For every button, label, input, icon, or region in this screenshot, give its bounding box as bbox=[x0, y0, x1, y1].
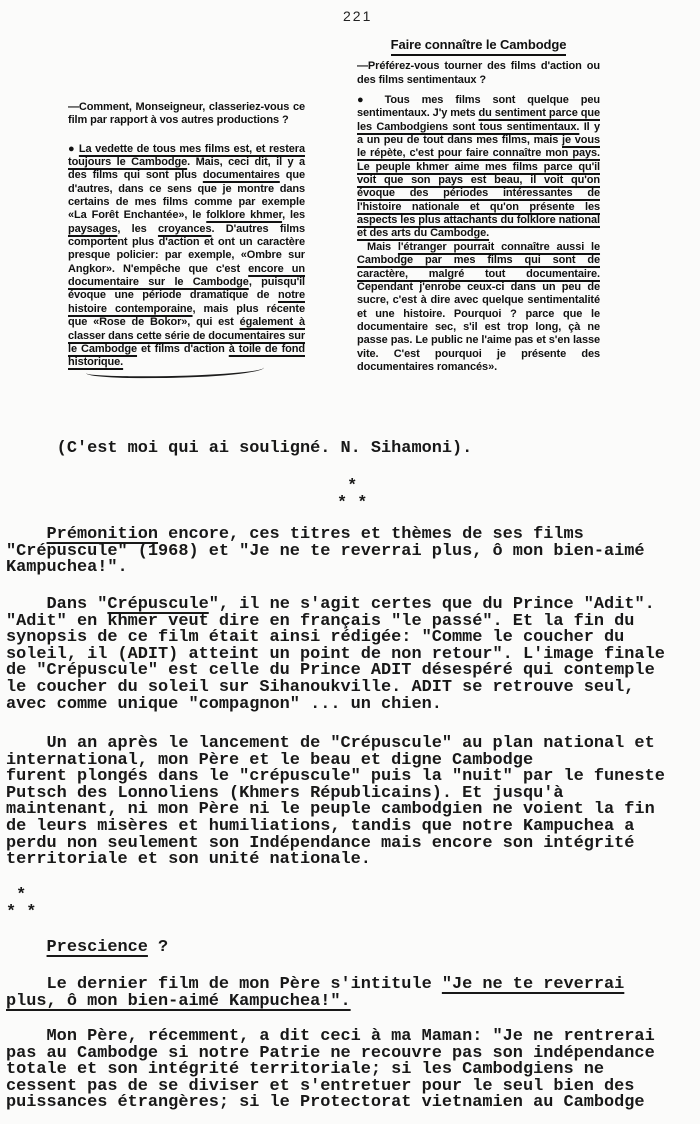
text-line: de "Crépuscule" est celle du Prince ADIT désespéré qui contemple bbox=[6, 661, 655, 681]
underlined-text: La vedette de tous mes films est, et restera toujours le Cambodge bbox=[68, 142, 305, 169]
text-line: puissances étrangères; si le Protectorat vietnamien au Cambodge bbox=[6, 1093, 645, 1113]
underlined-text: plus, ô mon bien-aimé Kampuchea!". bbox=[6, 991, 351, 1011]
text-line bbox=[6, 991, 624, 1011]
text-run: , les bbox=[282, 209, 306, 222]
text-line: "Adit" en khmer veut dire en français "le passé". Et la fin du bbox=[6, 611, 635, 631]
clipping-left-column bbox=[68, 101, 305, 378]
text-run: ? bbox=[147, 938, 169, 957]
text-line: * * bbox=[6, 902, 37, 922]
text-run: encore, ces titres et thèmes de ses films bbox=[158, 525, 584, 544]
underlined-text: croyances bbox=[157, 222, 212, 235]
page-number: 221 bbox=[343, 8, 373, 24]
text-line: avec comme unique "compagnon" ... un chien. bbox=[6, 694, 442, 714]
text-line: Putsch des Lonnoliens (Khmers Républicains). Et jusqu'à bbox=[6, 783, 564, 803]
text-line: soleil, il (ADIT) atteint un point de non retour". L'image finale bbox=[6, 644, 665, 664]
text-line: * * bbox=[337, 493, 368, 513]
text-line: international, mon Père et le beau et digne Cambodge bbox=[6, 750, 534, 770]
text-line: le coucher du soleil sur Sihanoukville. ADIT se retrouve seul, bbox=[6, 677, 635, 697]
text-line: * bbox=[337, 477, 358, 496]
interview-question-left bbox=[68, 101, 305, 128]
paragraph-dernier-film bbox=[6, 977, 624, 1010]
text-run: , mais plus récente que «Rose de Bokor», qui est bbox=[68, 302, 305, 329]
text-run: —Préférez-vous tourner des films d'action ou des films sentimentaux ? bbox=[357, 60, 600, 86]
text-run: et films d'action bbox=[137, 342, 229, 355]
text-line: "Crépuscule" (1968) et "Je ne te reverrai plus, ô mon bien-aimé bbox=[6, 541, 645, 561]
underlined-text: encore un documentaire sur le Cambodge bbox=[68, 262, 306, 289]
underlined-text: notre histoire contemporaine bbox=[68, 289, 305, 315]
underlined-text: folklore khmer bbox=[206, 209, 283, 222]
underlined-text: documentaires bbox=[202, 169, 280, 182]
underlined-text: à toile de fond historique. bbox=[68, 342, 305, 369]
underlined-text: je vous le répète, c'est pour faire connaître mon pays. Le peuple khmer aime mes films parce qu'il voit que son pays est beau, il voit qu'on évoque des périodes intéressantes de l'histoire nationale et qu'on présente les aspects les plus attachants du folklore national et des arts du Cambodge. bbox=[357, 134, 600, 240]
text-run: Cependant j'enrobe ceux-ci dans un peu de sucre, c'est à dire avec quelque sentimentalité et une histoire. Pourquoi ? parce que le documentaire sec, s'il est trop long, çà ne passe pas. Le public ne l'aime pas et s'en lasse vite. C'est pourquoi je présente des documentaires romancés». bbox=[357, 280, 600, 373]
underlined-text: Prescience bbox=[46, 938, 148, 957]
underlined-text: Prémonition bbox=[46, 525, 159, 544]
underlined-text: paysages bbox=[68, 222, 118, 235]
text-line: de leurs misères et humiliations, tandis que notre Kampuchea a bbox=[6, 816, 635, 836]
text-run bbox=[6, 938, 47, 957]
text-run: , les bbox=[117, 222, 158, 235]
text-line: Un an après le lancement de "Crépuscule" au plan national et bbox=[6, 734, 655, 753]
text-line: cessent pas de se diviser et s'entretuer pour le seul bien des bbox=[6, 1076, 635, 1096]
underline-credit-note: (C'est moi qui ai souligné. N. Sihamoni). bbox=[6, 439, 473, 458]
text-run: . Mais, ceci dit, il y a des films qui sont plus bbox=[68, 156, 305, 182]
text-run: Il y a un peu de tout dans mes films, mais bbox=[357, 120, 600, 147]
underlined-text: du sentiment parce que les Cambodgiens sont tous sentimentaux. bbox=[357, 107, 600, 133]
paragraph-premonition bbox=[6, 527, 645, 577]
text-line: maintenant, ni mon Père ni le peuple cambodgien ne voient la fin bbox=[6, 800, 655, 820]
interview-answer-right-2 bbox=[357, 241, 600, 374]
text-run: que d'autres, dans ce sens que je montre dans certains de mes films comme par exemple «La Forêt Enchantée», le bbox=[68, 169, 305, 222]
asterisk-separator bbox=[6, 888, 36, 921]
paragraph-crepuscule bbox=[6, 597, 665, 713]
text-line: territoriale et son unité nationale. bbox=[6, 850, 371, 870]
underlined-text: l'étranger pourrait connaître aussi le Cambodge par mes films qui sont de caractère, malgré tout documentaire. bbox=[357, 240, 601, 280]
clipping-right-column bbox=[357, 38, 600, 374]
text-run: ", il ne s'agit certes que du Prince "Adit". bbox=[208, 595, 655, 614]
text-line: Kampuchea!". bbox=[6, 558, 128, 578]
text-run: , puisqu'il évoque une période dramatique de bbox=[68, 276, 305, 302]
paragraph-mon-pere bbox=[6, 1029, 655, 1112]
underlined-text: Crépuscule bbox=[107, 595, 209, 614]
text-line: perdu non seulement son Indépendance mais encore son intégrité bbox=[6, 833, 635, 853]
interview-answer-right-1 bbox=[357, 94, 600, 241]
text-line: totale et son intégrité territoriale; si les Cambodgiens ne bbox=[6, 1060, 605, 1080]
underlined-text: également à classer dans cette série de documentaires sur le Cambodge bbox=[68, 316, 306, 355]
text-run: ● bbox=[68, 142, 79, 155]
asterisk-separator bbox=[337, 479, 367, 512]
text-run: Dans " bbox=[6, 595, 108, 614]
text-run: . D'autres films comportent plus d'action et ont un caractère presque policier: par exemple, «Ombre sur Angkor». N'empêche que c'est bbox=[68, 222, 305, 275]
text-run: Mais bbox=[367, 240, 398, 253]
clipping-title-text: Faire connaître le Cambodge bbox=[391, 37, 567, 56]
text-run: Le dernier film de mon Père s'intitule bbox=[6, 975, 442, 994]
interview-question-right bbox=[357, 60, 600, 87]
text-run: ● Tous mes films sont quelque peu sentimentaux. J'y mets bbox=[357, 94, 600, 120]
heading-prescience bbox=[6, 940, 168, 957]
text-line: * bbox=[6, 886, 27, 905]
text-line: synopsis de ce film était ainsi rédigée: "Comme le coucher du bbox=[6, 628, 625, 648]
interview-answer-left bbox=[68, 143, 305, 370]
text-line: furent plongés dans le "crépuscule" puis la "nuit" par le funeste bbox=[6, 767, 665, 787]
text-line: Mon Père, récemment, a dit ceci à ma Maman: "Je ne rentrerai bbox=[6, 1027, 655, 1046]
text-run: —Comment, Monseigneur, classeriez-vous ce film par rapport à vos autres productions ? bbox=[68, 101, 305, 127]
underlined-text: "Je ne te reverrai bbox=[441, 975, 625, 994]
text-line bbox=[6, 940, 168, 957]
paragraph-un-an-apres bbox=[6, 736, 665, 869]
text-line: pas au Cambodge si notre Patrie ne recouvre pas son indépendance bbox=[6, 1043, 655, 1063]
underline-flourish bbox=[86, 366, 264, 379]
clipping-title bbox=[357, 38, 600, 51]
